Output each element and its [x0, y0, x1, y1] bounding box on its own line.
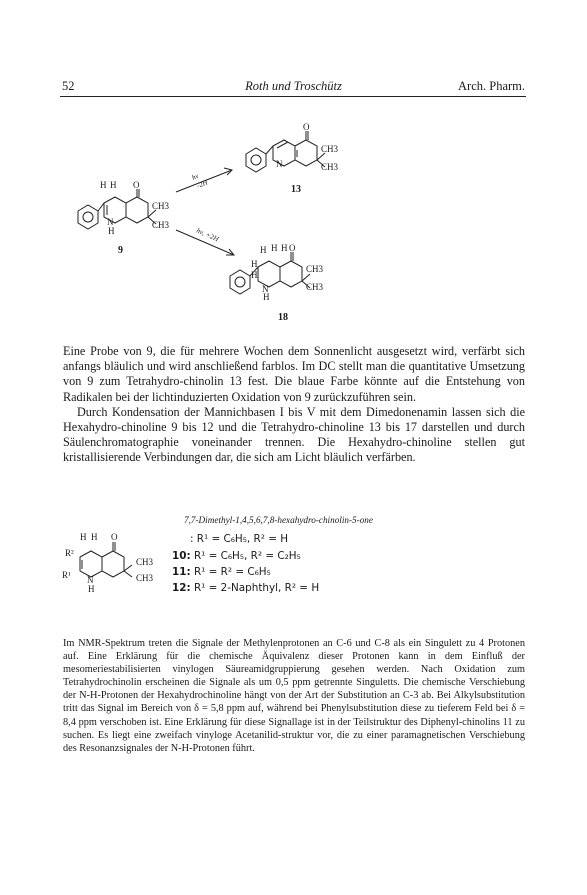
arrow-upper-label: -2H: [195, 178, 209, 190]
atom-H: H: [88, 584, 95, 594]
group-ch3: CH3: [152, 201, 170, 211]
atom-N: N: [262, 284, 269, 294]
compound-substituents: : R¹ = C₆H₅, R² = H: [190, 533, 289, 545]
paragraph: Durch Kondensation der Mannichbasen I bis V mit dem Dimedonenamin lassen sich die Hexahydro-chinoline 9 bis 12 und die Tetrahydro-chinoline 13 bis 17 darstellen und durch Säulenchromatographie voneinander trennen. Die Hexahydro-chinoline stellen gut kristallisierende Verbindungen dar, die sich am Licht bläulich verfärben.: [63, 404, 525, 465]
structure-9: [78, 189, 156, 229]
nmr-paragraph: Im NMR-Spektrum treten die Signale der Methylenprotonen an C-6 und C-8 als ein Singulett zu 4 Protonen auf. Eine Erklärung für die chemische Äquivalenz dieser Protonen kann in dem Einfluß der mesomeriestabilisierten vinylogen Säureamidgruppierung gesehen werden. Nach Oxidation zum Tetrahydrochinolin erscheinen die Signale als um 0,5 ppm getrennte Singuletts. Die chemische Verschiebung der N-H-Protonen der Hexahydrochinoline hängt von der Art der Substitution an C-3 ab. Bei Alkylsubstitution tritt das Signal im Bereich von δ = 5,8 ppm auf, während bei Phenylsubstitution diese zu tieferem Feld bei δ = 8,4 ppm verschoben ist. Eine Erklärung für diese Signallage ist in der Teilstruktur des Diphenyl-chinolins 11 zu suchen. Es liegt eine zweifach vinyloge Acetanilid-struktur vor, die zu einer paramagnetischen Verschiebung des Resonanzsignales der N-H-Protonen führt.: [63, 638, 525, 754]
table-caption: 7,7-Dimethyl-1,4,5,6,7,8-hexahydro-chinolin-5-one: [184, 515, 373, 525]
atom-O: O: [111, 532, 118, 542]
atom-N: N: [107, 217, 114, 227]
body-text: [63, 344, 525, 466]
group-ch3: CH3: [136, 557, 154, 567]
atom-H: H: [91, 532, 98, 542]
label-r2: R²: [65, 548, 74, 558]
atom-O: O: [289, 243, 296, 253]
header-rule: [60, 96, 526, 97]
atom-H: H: [80, 532, 87, 542]
atom-H: H: [263, 292, 270, 302]
group-ch3: CH3: [321, 144, 339, 154]
atom-H: H: [251, 259, 258, 269]
group-ch3: CH3: [306, 282, 324, 292]
atom-H: H: [271, 243, 278, 253]
compound-18-label: 18: [278, 312, 288, 323]
atom-N: N: [276, 159, 283, 169]
arrow-lower-label: hν, +2H: [195, 226, 220, 244]
reaction-scheme: [0, 100, 587, 340]
compound-id: 10:: [172, 550, 191, 562]
general-structure: [60, 515, 170, 600]
atom-H: H: [251, 270, 258, 280]
arrow-upper-sup: hν: [190, 171, 200, 182]
compound-9-label: 9: [118, 245, 123, 256]
group-ch3: CH3: [136, 573, 154, 583]
compound-substituents: R¹ = C₆H₅, R² = C₂H₅: [193, 550, 301, 562]
page-number: 52: [62, 79, 75, 93]
atom-H: H: [100, 180, 107, 190]
compound-row: [172, 582, 319, 594]
atom-H: H: [281, 243, 288, 253]
atom-O: O: [133, 180, 140, 190]
running-title: Roth und Troschütz: [245, 79, 342, 93]
compound-row: [190, 533, 288, 545]
group-ch3: CH3: [321, 162, 339, 172]
atom-N: N: [87, 575, 94, 585]
group-ch3: CH3: [152, 220, 170, 230]
compound-13-label: 13: [291, 184, 301, 195]
group-ch3: CH3: [306, 264, 324, 274]
atom-H: H: [108, 226, 115, 236]
paragraph: Eine Probe von 9, die für mehrere Wochen dem Sonnenlicht ausgesetzt wird, verfärbt sich anfangs bläulich und wird anschließend farblos. Im DC stellt man die quantitative Umsetzung von 9 zum Tetrahydro-chinolin 13 fest. Die blaue Farbe könnte auf die Entstehung von Radikalen bei der lichtinduzierten Oxidation von 9 zurückzuführen sein.: [63, 344, 525, 404]
compound-row: [172, 550, 301, 562]
compound-id: 11:: [172, 566, 191, 578]
journal-name: Arch. Pharm.: [458, 79, 525, 93]
atom-O: O: [303, 122, 310, 132]
compound-id: 12:: [172, 582, 191, 594]
atom-H: H: [260, 245, 267, 255]
structure-13: [246, 131, 325, 172]
atom-H: H: [110, 180, 117, 190]
compound-substituents: R¹ = 2-Naphthyl, R² = H: [193, 582, 320, 594]
structure-18: [230, 252, 310, 294]
label-r1: R¹: [62, 570, 71, 580]
compound-substituents: R¹ = R² = C₆H₅: [193, 566, 271, 578]
compound-row: [172, 566, 271, 578]
